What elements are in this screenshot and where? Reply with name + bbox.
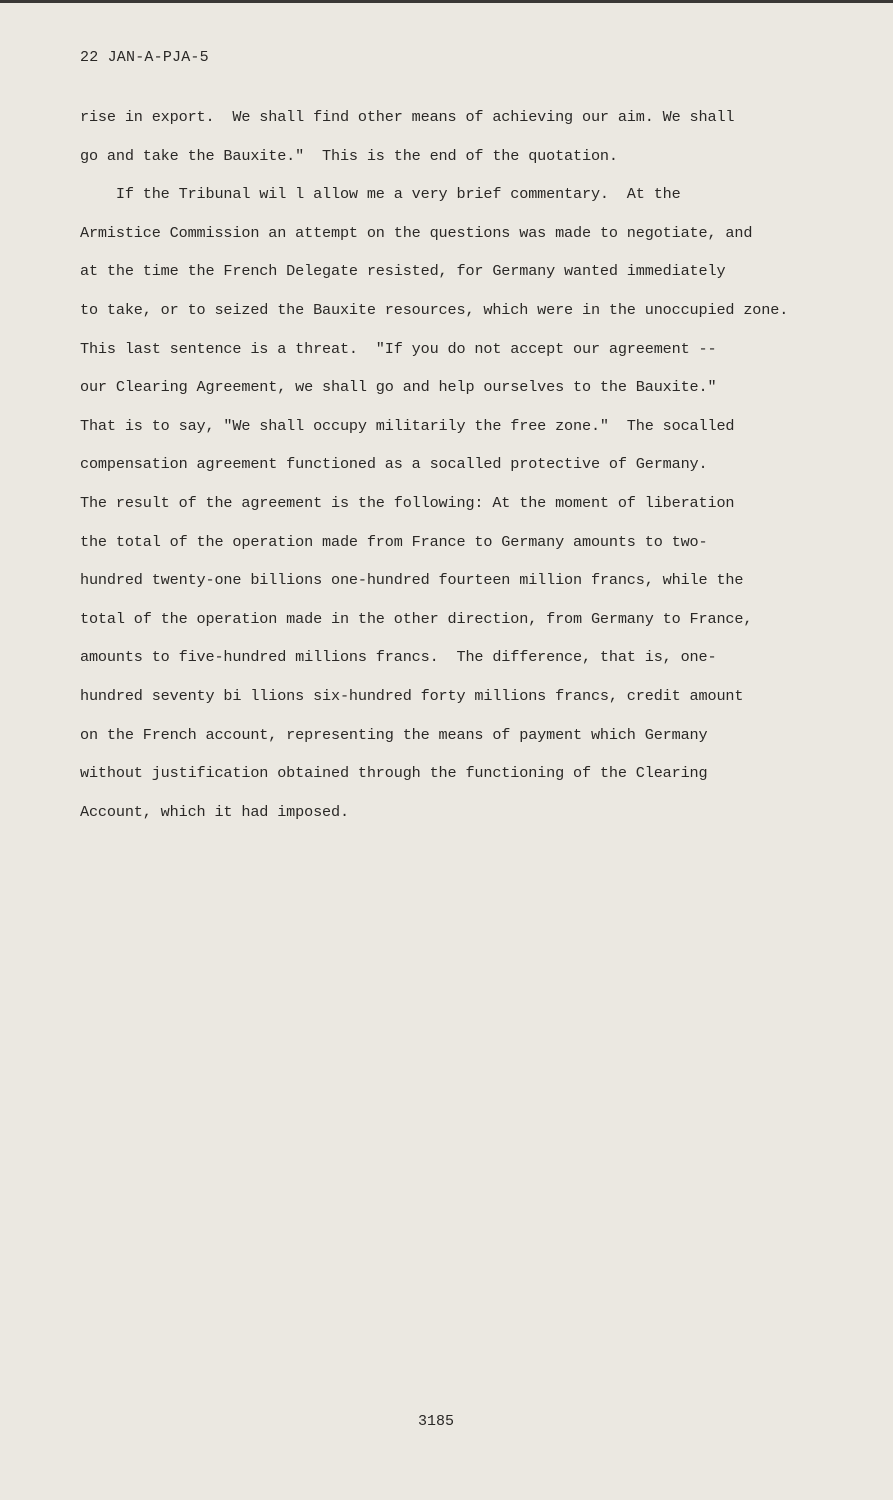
text-line: hundred twenty-one billions one-hundred fourteen million francs, while the [80, 571, 744, 590]
text-line: amounts to five-hundred millions francs. The difference, that is, one- [80, 648, 717, 667]
text-line: our Clearing Agreement, we shall go and help ourselves to the Bauxite." [80, 378, 717, 397]
text-line: Account, which it had imposed. [80, 802, 349, 821]
text-line: total of the operation made in the other direction, from Germany to France, [80, 609, 753, 628]
text-line: go and take the Bauxite." This is the end of the quotation. [80, 146, 618, 165]
text-line: If the Tribunal wil l allow me a very brief commentary. At the [80, 185, 681, 204]
page-number: 3185 [418, 1413, 455, 1430]
text-line: on the French account, representing the means of payment which Germany [80, 725, 708, 744]
text-line: The result of the agreement is the following: At the moment of liberation [80, 493, 735, 512]
page-identifier: 22 JAN-A-PJA-5 [80, 49, 209, 66]
text-line: This last sentence is a threat. "If you do not accept our agreement -- [80, 339, 717, 358]
text-line: without justification obtained through the functioning of the Clearing [80, 764, 708, 783]
text-line: the total of the operation made from France to Germany amounts to two- [80, 532, 708, 551]
text-line: rise in export. We shall find other means of achieving our aim. We shall [80, 108, 735, 126]
text-line: Armistice Commission an attempt on the questions was made to negotiate, and [80, 223, 753, 242]
text-line: to take, or to seized the Bauxite resources, which were in the unoccupied zone. [80, 300, 789, 319]
text-line: at the time the French Delegate resisted, for Germany wanted immediately [80, 262, 726, 281]
text-line: That is to say, "We shall occupy militarily the free zone." The socalled [80, 416, 735, 435]
text-line: hundred seventy bi llions six-hundred forty millions francs, credit amount [80, 686, 744, 705]
body-text [80, 104, 850, 837]
text-line: compensation agreement functioned as a socalled protective of Germany. [80, 455, 708, 474]
